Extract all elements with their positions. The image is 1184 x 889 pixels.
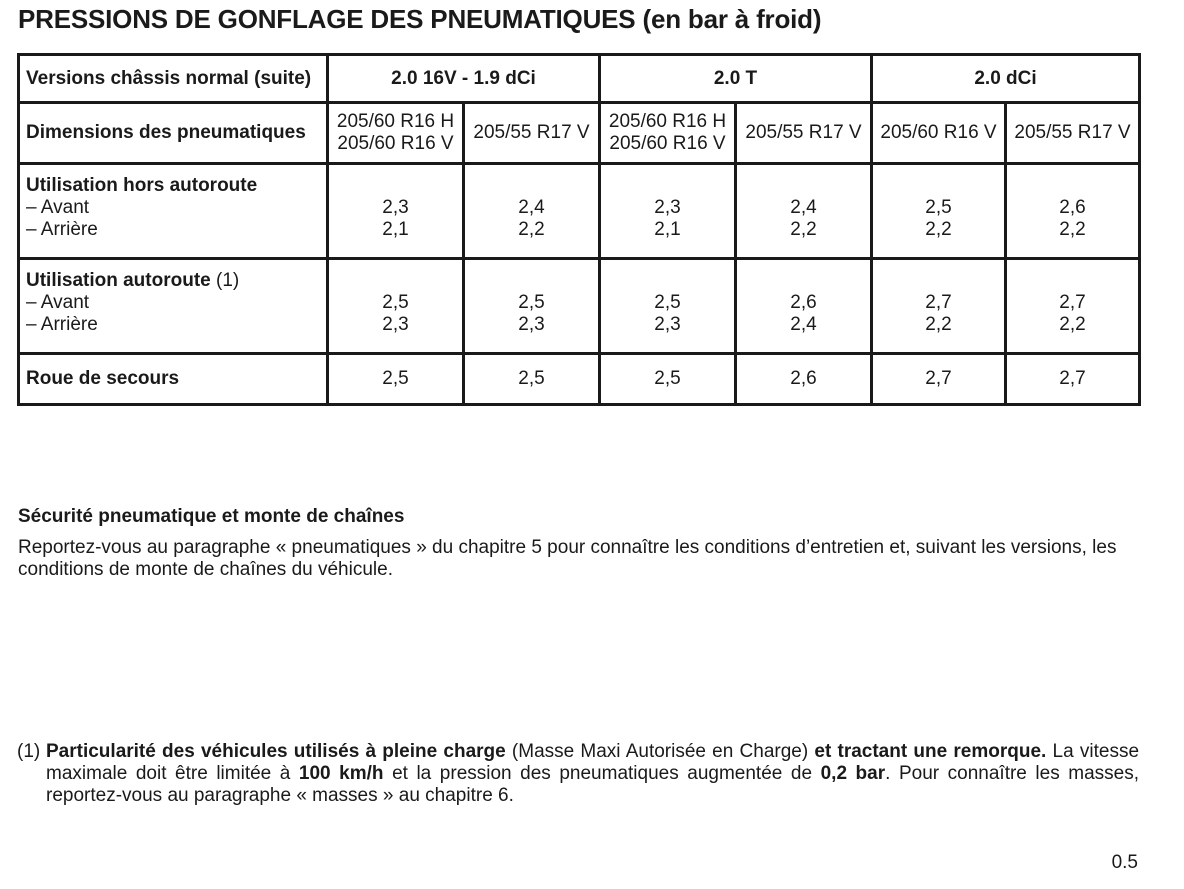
pressure-cell: 2,5 2,2 — [872, 164, 1006, 259]
autoroute-label: Utilisation autoroute (1) – Avant – Arrière — [19, 259, 328, 354]
footnote — [17, 741, 1139, 807]
pressure-cell: 2,7 — [1006, 354, 1140, 405]
pressure-cell: 2,5 2,3 — [328, 259, 464, 354]
spare-wheel-label: Roue de secours — [19, 354, 328, 405]
pressure-cell: 2,7 2,2 — [1006, 259, 1140, 354]
pressure-cell: 2,6 — [736, 354, 872, 405]
pressure-cell: 2,5 — [328, 354, 464, 405]
tire-dimension-cell: 205/60 R16 V — [872, 103, 1006, 164]
tire-dimension-cell: 205/60 R16 H 205/60 R16 V — [600, 103, 736, 164]
pressure-cell: 2,6 2,2 — [1006, 164, 1140, 259]
version-header: 2.0 dCi — [872, 55, 1140, 103]
tire-dimension-cell: 205/55 R17 V — [464, 103, 600, 164]
tire-dimension-cell: 205/55 R17 V — [736, 103, 872, 164]
versions-row — [19, 55, 1140, 103]
pressure-cell: 2,5 2,3 — [464, 259, 600, 354]
pressure-cell: 2,5 — [600, 354, 736, 405]
spare-wheel-row — [19, 354, 1140, 405]
version-header: 2.0 16V - 1.9 dCi — [328, 55, 600, 103]
hors-autoroute-label: Utilisation hors autoroute – Avant – Arrière — [19, 164, 328, 259]
page-title: PRESSIONS DE GONFLAGE DES PNEUMATIQUES (en bar à froid) — [18, 4, 822, 34]
versions-label: Versions châssis normal (suite) — [19, 55, 328, 103]
footnote-ref: (1) — [216, 270, 240, 291]
pressure-cell: 2,7 — [872, 354, 1006, 405]
pressure-cell: 2,3 2,1 — [328, 164, 464, 259]
pressure-cell: 2,4 2,2 — [464, 164, 600, 259]
pressure-cell: 2,5 — [464, 354, 600, 405]
tire-dimension-cell: 205/55 R17 V — [1006, 103, 1140, 164]
section-text: Reportez-vous au paragraphe « pneumatiques » du chapitre 5 pour connaître les conditions d’entretien et, suivant les versions, les conditions de monte de chaînes du véhicule. — [18, 537, 1117, 580]
version-header: 2.0 T — [600, 55, 872, 103]
dimensions-label: Dimensions des pneumatiques — [19, 103, 328, 164]
pressure-cell: 2,5 2,3 — [600, 259, 736, 354]
pressure-cell: 2,6 2,4 — [736, 259, 872, 354]
autoroute-row — [19, 259, 1140, 354]
tire-dimension-cell: 205/60 R16 H 205/60 R16 V — [328, 103, 464, 164]
pressure-cell: 2,7 2,2 — [872, 259, 1006, 354]
page-number: 0.5 — [1111, 852, 1138, 873]
pressure-cell: 2,3 2,1 — [600, 164, 736, 259]
footnote-number: (1) — [17, 741, 41, 762]
tire-pressure-table — [17, 53, 1141, 406]
section-title: Sécurité pneumatique et monte de chaînes — [18, 506, 405, 527]
dimensions-row — [19, 103, 1140, 164]
footnote-body: Particularité des véhicules utilisés à pleine charge (Masse Maxi Autorisée en Charge) et tractant une remorque. La vitesse maximale doit être limitée à 100 km/h et la pression des pneumatiques augmentée de 0,2 bar. Pour connaître les masses, reportez-vous au paragraphe « masses » au chapitre 6. — [46, 741, 1140, 806]
pressure-cell: 2,4 2,2 — [736, 164, 872, 259]
hors-autoroute-row — [19, 164, 1140, 259]
title-suffix: (en bar à froid) — [642, 4, 822, 34]
